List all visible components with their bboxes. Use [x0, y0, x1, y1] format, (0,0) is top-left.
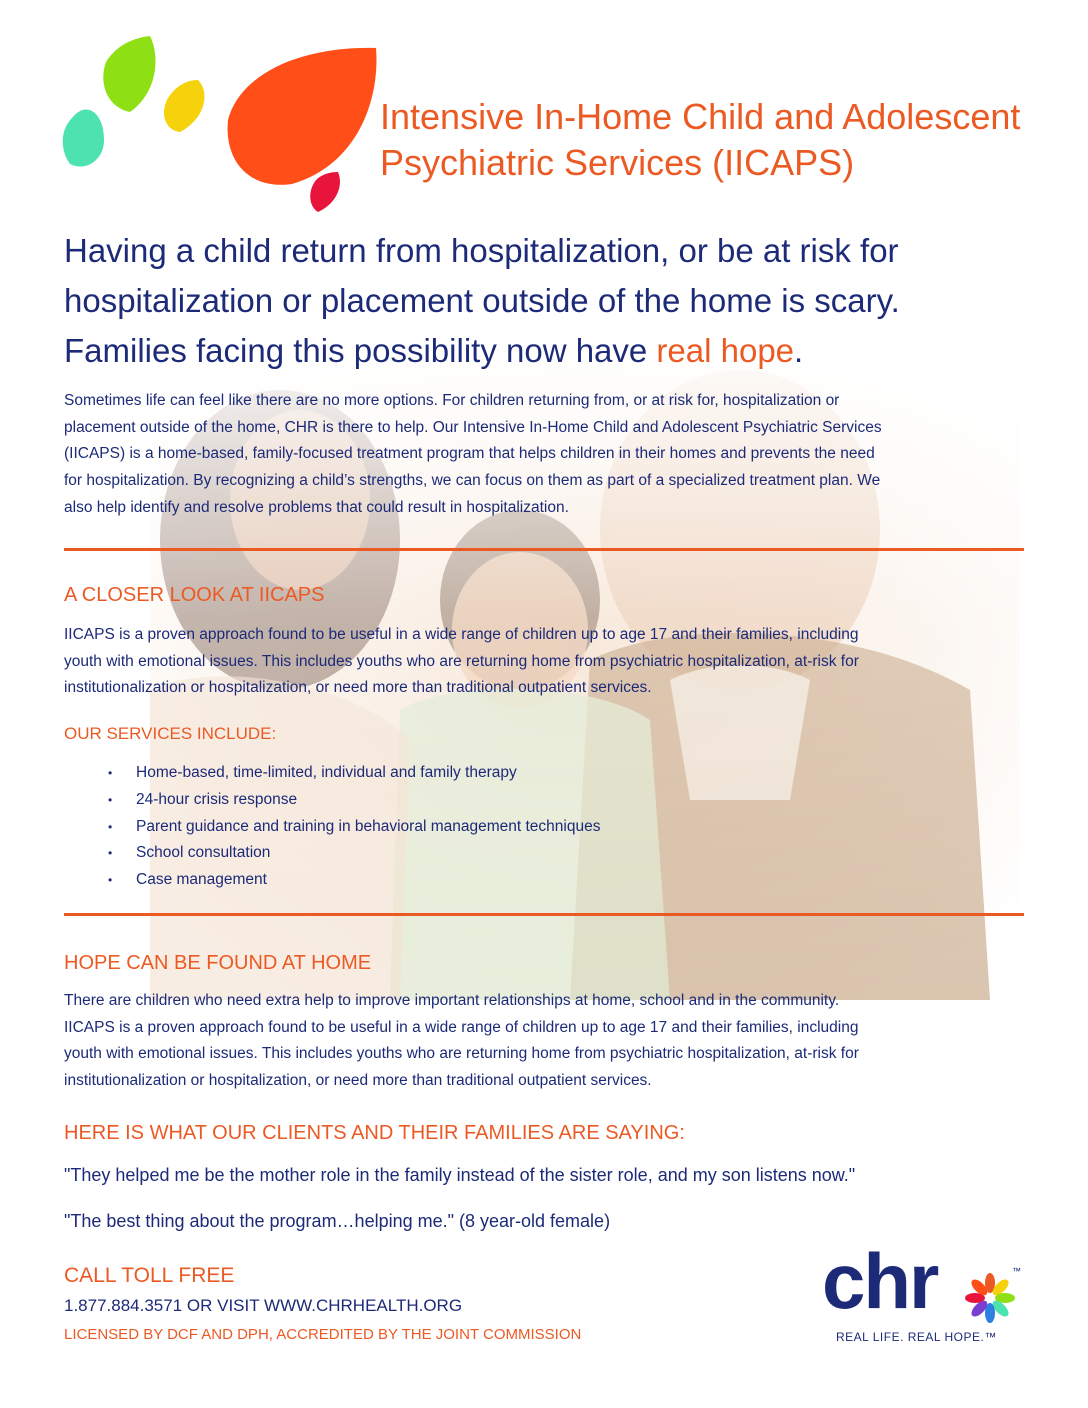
- title-line-1: Intensive In-Home Child and Adolescent: [380, 96, 1021, 137]
- list-item: [108, 760, 600, 787]
- hope-line: youth with emotional issues. This includes youths who are returning home from psychiatric hospitalization, at-risk for: [64, 1045, 859, 1063]
- yellow-leaf: [164, 80, 204, 132]
- closer-look-heading: A CLOSER LOOK AT IICAPS: [64, 584, 325, 606]
- intro-line: for hospitalization. By recognizing a child’s strengths, we can focus on them as part of a specialized treatment plan. We: [64, 472, 881, 490]
- hope-paragraph: [64, 988, 1044, 1095]
- service-label: Case management: [136, 871, 267, 889]
- intro-line: placement outside of the home, CHR is there to help. Our Intensive In-Home Child and Adolescent Psychiatric Services: [64, 418, 882, 436]
- list-item: [108, 787, 600, 814]
- hope-line: institutionalization or hospitalization, or need more than traditional outpatient services.: [64, 1072, 652, 1090]
- closer-look-line: youth with emotional issues. This includes youths who are returning home from psychiatric hospitalization, at-risk for: [64, 652, 859, 670]
- page-title: [380, 94, 1080, 186]
- green-leaf: [103, 36, 155, 112]
- bullet: •: [108, 792, 113, 807]
- closer-look-paragraph: [64, 622, 1044, 702]
- headline: [64, 226, 1024, 376]
- title-line-2: Psychiatric Services (IICAPS): [380, 142, 855, 183]
- headline-line-3-prefix: Families facing this possibility now have: [64, 332, 657, 369]
- section-divider-1: [64, 548, 1024, 551]
- testimonials-heading: HERE IS WHAT OUR CLIENTS AND THEIR FAMILIES ARE SAYING:: [64, 1122, 685, 1144]
- hope-line: There are children who need extra help to improve important relationships at home, school and in the community.: [64, 992, 840, 1009]
- bullet: •: [108, 766, 113, 780]
- testimonial-quote-1: "They helped me be the mother role in the family instead of the sister role, and my son listens now.": [64, 1165, 856, 1185]
- service-label: 24-hour crisis response: [136, 790, 298, 808]
- bullet: •: [108, 846, 113, 861]
- teal-leaf: [63, 109, 104, 166]
- headline-highlight: real hope: [656, 332, 795, 369]
- license-statement: LICENSED BY DCF AND DPH, ACCREDITED BY THE JOINT COMMISSION: [64, 1326, 582, 1343]
- headline-line-3: [64, 326, 1024, 376]
- closer-look-line: institutionalization or hospitalization, or need more than traditional outpatient services.: [64, 679, 652, 697]
- bullet: •: [108, 873, 113, 888]
- intro-line: Sometimes life can feel like there are no more options. For children returning from, or at risk for, hospitalization or: [64, 392, 840, 409]
- bullet: •: [108, 819, 113, 834]
- list-item: [108, 867, 600, 894]
- list-item: [108, 840, 600, 867]
- section-divider-2: [64, 913, 1024, 916]
- intro-line: also help identify and resolve problems that could result in hospitalization.: [64, 498, 569, 516]
- headline-line-3-suffix: .: [794, 332, 804, 369]
- flower-logo-icon: [960, 1268, 1020, 1328]
- intro-paragraph: [64, 388, 1044, 522]
- services-list: [108, 760, 600, 894]
- headline-line-1: Having a child return from hospitalization, or be at risk for: [64, 232, 899, 269]
- chr-logo-text: chr: [822, 1237, 938, 1325]
- services-heading: OUR SERVICES INCLUDE:: [64, 724, 277, 743]
- headline-line-2: hospitalization or placement outside of the home is scary.: [64, 282, 900, 319]
- closer-look-line: IICAPS is a proven approach found to be useful in a wide range of children up to age 17 and their families, including: [64, 626, 859, 643]
- service-label: Home-based, time-limited, individual and family therapy: [136, 764, 517, 781]
- hope-line: IICAPS is a proven approach found to be useful in a wide range of children up to age 17 and their families, including: [64, 1018, 859, 1036]
- intro-line: (IICAPS) is a home-based, family-focused treatment program that helps children in their homes and prevents the need: [64, 445, 875, 463]
- call-toll-free-label: CALL TOLL FREE: [64, 1264, 235, 1287]
- red-leaf: [310, 172, 340, 212]
- service-label: Parent guidance and training in behavioral management techniques: [136, 817, 601, 835]
- orange-leaf: [228, 48, 377, 185]
- decorative-leaves-graphic: [0, 0, 380, 220]
- contact-info: 1.877.884.3571 OR VISIT WWW.CHRHEALTH.ORG: [64, 1296, 463, 1315]
- list-item: [108, 814, 600, 841]
- hope-heading: HOPE CAN BE FOUND AT HOME: [64, 952, 372, 974]
- trademark-symbol: ™: [1012, 1266, 1021, 1276]
- testimonial-quote-2: "The best thing about the program…helping me." (8 year-old female): [64, 1211, 611, 1231]
- service-label: School consultation: [136, 844, 271, 862]
- logo-tagline: REAL LIFE. REAL HOPE.™: [836, 1330, 997, 1344]
